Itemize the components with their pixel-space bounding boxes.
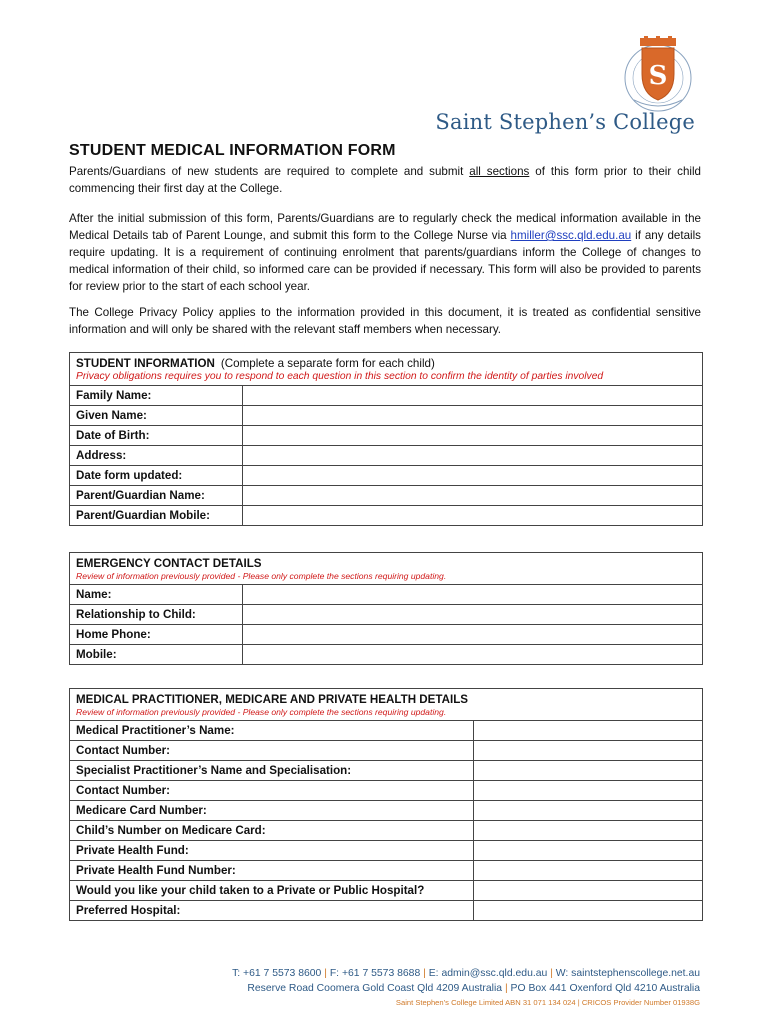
field-label: Medical Practitioner’s Name: (70, 721, 474, 740)
field-label: Specialist Practitioner’s Name and Specialisation: (70, 761, 474, 780)
form-row (70, 605, 702, 625)
field-input-cell[interactable] (474, 721, 702, 740)
footer-phone: T: +61 7 5573 8600 (232, 968, 322, 979)
field-label: Family Name: (70, 386, 243, 405)
field-input-cell[interactable] (243, 585, 702, 604)
form-title: STUDENT MEDICAL INFORMATION FORM (69, 142, 396, 159)
footer-fax: F: +61 7 5573 8688 (329, 968, 421, 979)
field-input-cell[interactable] (474, 901, 702, 920)
form-row (70, 821, 702, 841)
field-label: Contact Number: (70, 741, 474, 760)
form-row (70, 406, 702, 426)
section-header (70, 353, 702, 386)
field-input-cell[interactable] (243, 605, 702, 624)
form-row (70, 741, 702, 761)
form-row (70, 901, 702, 920)
field-input-cell[interactable] (474, 881, 702, 900)
field-input-cell[interactable] (474, 861, 702, 880)
field-input-cell[interactable] (243, 506, 702, 525)
footer-cricos: CRICOS Provider Number 01938G (581, 998, 700, 1007)
intro-text: of this form prior to their child commencing their first day at the College. (69, 165, 701, 195)
field-input-cell[interactable] (243, 386, 702, 405)
field-label: Child’s Number on Medicare Card: (70, 821, 474, 840)
footer-street-address: Reserve Road Coomera Gold Coast Qld 4209 Australia (247, 983, 503, 994)
form-row (70, 386, 702, 406)
field-label: Relationship to Child: (70, 605, 243, 624)
svg-text:S: S (648, 61, 668, 91)
footer-postal-address: PO Box 441 Oxenford Qld 4210 Australia (510, 983, 700, 994)
form-row (70, 446, 702, 466)
field-input-cell[interactable] (474, 841, 702, 860)
student-information-section (69, 352, 703, 526)
section-subtitle: Review of information previously provided - Please only complete the sections requiring updating. (76, 571, 447, 581)
field-label: Medicare Card Number: (70, 801, 474, 820)
intro-text: After the initial submission of this form, Parents/Guardians are to regularly check the medical information available in the Medical Details tab of Parent Lounge, and submit this form to the College Nurse via (69, 212, 701, 242)
field-input-cell[interactable] (474, 801, 702, 820)
field-label: Date of Birth: (70, 426, 243, 445)
footer-web: W: saintstephenscollege.net.au (555, 968, 700, 979)
form-row (70, 721, 702, 741)
form-row (70, 881, 702, 901)
intro-text: if any details require updating. It is a requirement of continuing enrolment that parents/guardians inform the College of changes to medical information of their child, so informed care can be provided if necessary. This form will also be provided to parents for review prior to the start of each school year. (69, 229, 701, 293)
section-note: (Complete a separate form for each child) (220, 357, 435, 370)
section-title: MEDICAL PRACTITIONER, MEDICARE AND PRIVATE HEALTH DETAILS (76, 693, 469, 706)
field-label: Address: (70, 446, 243, 465)
field-input-cell[interactable] (243, 426, 702, 445)
medical-fields (70, 721, 702, 920)
intro-paragraph-2 (69, 210, 701, 295)
field-input-cell[interactable] (243, 486, 702, 505)
field-input-cell[interactable] (243, 466, 702, 485)
field-label: Name: (70, 585, 243, 604)
field-label: Mobile: (70, 645, 243, 664)
nurse-email-link[interactable]: hmiller@ssc.qld.edu.au (510, 229, 632, 242)
all-sections-emphasis: all sections (469, 165, 530, 178)
field-label: Private Health Fund: (70, 841, 474, 860)
footer-abn: Saint Stephen’s College Limited ABN 31 071 134 024 (395, 998, 576, 1007)
field-label: Given Name: (70, 406, 243, 425)
section-title-text: STUDENT INFORMATION (76, 357, 215, 370)
intro-text: Parents/Guardians of new students are required to complete and submit (69, 165, 470, 178)
college-crest-logo (620, 34, 696, 116)
field-label: Date form updated: (70, 466, 243, 485)
field-label: Preferred Hospital: (70, 901, 474, 920)
section-title (76, 357, 696, 370)
form-row (70, 506, 702, 525)
form-row (70, 801, 702, 821)
footer-address-line: Reserve Road Coomera Gold Coast Qld 4209 Australia | PO Box 441 Oxenford Qld 4210 Australia (247, 983, 700, 994)
form-row (70, 426, 702, 446)
form-row (70, 585, 702, 605)
field-label: Parent/Guardian Name: (70, 486, 243, 505)
section-header (70, 553, 702, 585)
form-row (70, 841, 702, 861)
field-label: Parent/Guardian Mobile: (70, 506, 243, 525)
field-input-cell[interactable] (243, 645, 702, 664)
section-subtitle: Review of information previously provided - Please only complete the sections requiring updating. (76, 707, 447, 717)
section-header (70, 689, 702, 721)
section-subtitle: Privacy obligations requires you to respond to each question in this section to confirm the identity of parties involved (76, 371, 604, 382)
field-input-cell[interactable] (243, 406, 702, 425)
field-label: Private Health Fund Number: (70, 861, 474, 880)
emergency-fields (70, 585, 702, 664)
field-input-cell[interactable] (474, 781, 702, 800)
footer-email: E: admin@ssc.qld.edu.au (428, 968, 548, 979)
field-label: Home Phone: (70, 625, 243, 644)
field-label: Contact Number: (70, 781, 474, 800)
emergency-contact-section (69, 552, 703, 665)
field-input-cell[interactable] (243, 625, 702, 644)
form-row (70, 466, 702, 486)
field-input-cell[interactable] (474, 761, 702, 780)
intro-paragraph-1 (69, 163, 701, 197)
footer-legal-line: Saint Stephen’s College Limited ABN 31 071 134 024 | CRICOS Provider Number 01938G (395, 998, 700, 1007)
form-row (70, 761, 702, 781)
field-input-cell[interactable] (243, 446, 702, 465)
form-row (70, 645, 702, 664)
field-label: Would you like your child taken to a Private or Public Hospital? (70, 881, 474, 900)
form-row (70, 486, 702, 506)
student-fields (70, 386, 702, 525)
field-input-cell[interactable] (474, 821, 702, 840)
section-title: EMERGENCY CONTACT DETAILS (76, 557, 262, 570)
footer-contact-line: T: +61 7 5573 8600 | F: +61 7 5573 8688 | E: admin@ssc.qld.edu.au | W: saintstephenscollege.net.au (232, 968, 700, 979)
form-row (70, 625, 702, 645)
form-row (70, 781, 702, 801)
field-input-cell[interactable] (474, 741, 702, 760)
form-row (70, 861, 702, 881)
medical-practitioner-section (69, 688, 703, 921)
college-name: Saint Stephen’s College (435, 110, 695, 134)
privacy-paragraph: The College Privacy Policy applies to the information provided in this document, it is treated as confidential sensitive information and will only be shared with the relevant staff members when necessary. (69, 306, 701, 336)
